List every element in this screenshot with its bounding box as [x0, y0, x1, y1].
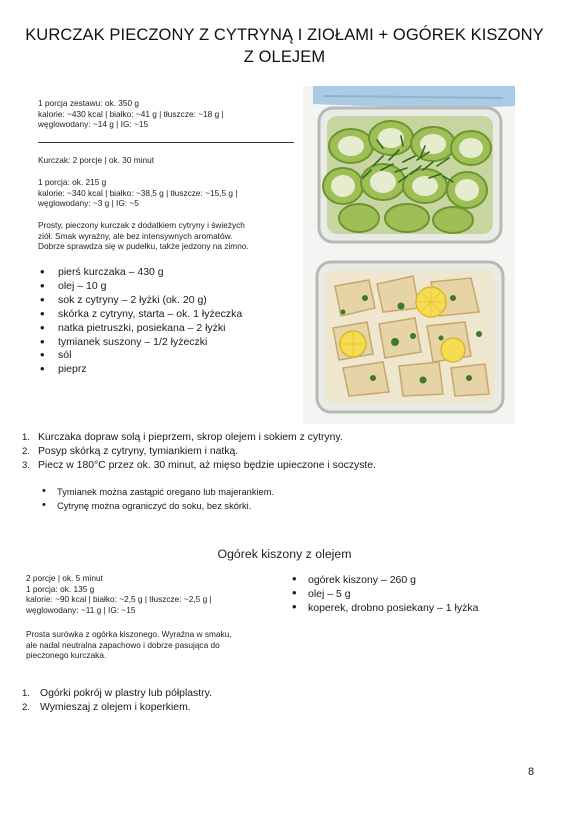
- recipe2-desc-1: Prosta surówka z ogórka kiszonego. Wyraźna w smaku,: [26, 629, 232, 639]
- page-number: 8: [528, 766, 535, 778]
- ingredient-item: • sok z cytryny – 2 łyżki (ok. 20 g): [38, 294, 298, 308]
- step-item: [22, 701, 522, 715]
- recipe1-desc-1: Prosty, pieczony kurczak z dodatkiem cytryny i świeżych: [38, 220, 245, 230]
- recipe2-portion: 1 porcja: ok. 135 g: [26, 583, 95, 594]
- ingredient-item: • natka pietruszki, posiekana – 2 łyżki: [38, 322, 298, 336]
- recipe2-meta: 2 porcje | ok. 5 minut: [26, 573, 103, 583]
- recipe1-nutrition: [38, 177, 290, 209]
- recipe1-description: [38, 220, 288, 252]
- ingredient-item: • olej – 10 g: [38, 280, 298, 294]
- ingredient-item: • pierś kurczaka – 430 g: [38, 266, 298, 280]
- tip-item: • Cytrynę można ograniczyć do soku, bez skórki.: [40, 500, 520, 514]
- step-item: [22, 459, 542, 473]
- step-item: [22, 445, 542, 459]
- recipe2-description: [26, 629, 276, 661]
- recipe2-macros-2: węglowodany: ~11 g | IG: ~15: [26, 604, 136, 615]
- meal-prep-illustration: [303, 86, 515, 424]
- recipe1-desc-3: Dobrze sprawdza się w pudełku, także jedzony na zimno.: [38, 241, 249, 252]
- recipe1-ingredients: [38, 266, 298, 377]
- recipe1-desc-2: ziół. Smak wyraźny, ale bez intensywnych aromatów.: [38, 230, 233, 241]
- ingredient-item: • ogórek kiszony – 260 g: [290, 573, 530, 587]
- set-portion: 1 porcja zestawu: ok. 350 g: [38, 98, 140, 108]
- step-number: 2.: [22, 446, 30, 458]
- ingredient-item: • sól: [38, 349, 298, 363]
- recipe2-title: Ogórek kiszony z olejem: [217, 547, 352, 561]
- recipe2-steps: [22, 687, 522, 716]
- tip-item: • Tymianek można zastąpić oregano lub majerankiem.: [40, 486, 520, 500]
- recipe1-macros-1: kalorie: ~340 kcal | białko: ~38,5 g | tłuszcze: ~15,5 g |: [38, 187, 238, 198]
- page-title: [20, 24, 549, 68]
- step-item: [22, 687, 522, 701]
- page-title-line-1: KURCZAK PIECZONY Z CYTRYNĄ I ZIOŁAMI + OGÓREK KISZONY: [25, 26, 544, 44]
- recipe2-nutrition: [26, 573, 276, 615]
- ingredient-item: • skórka z cytryny, starta – ok. 1 łyżeczka: [38, 308, 298, 322]
- step-item: [22, 431, 542, 445]
- step-text: Kurczaka dopraw solą i pieprzem, skrop olejem i sokiem z cytryny.: [38, 432, 343, 443]
- page-title-line-2: Z OLEJEM: [243, 48, 326, 66]
- step-text: Posyp skórką z cytryny, tymiankiem i natką.: [38, 446, 239, 458]
- set-macros-1: kalorie: ~430 kcal | białko: ~41 g | tłuszcze: ~18 g |: [38, 108, 224, 119]
- step-number: 1.: [22, 432, 30, 443]
- recipe2-macros-1: kalorie: ~90 kcal | białko: ~2,5 g | tłuszcze: ~2,5 g |: [26, 594, 212, 605]
- ingredient-item: • tymianek suszony – 1/2 łyżeczki: [38, 336, 298, 350]
- recipe1-macros-2: węglowodany: ~3 g | IG: ~5: [38, 198, 139, 209]
- recipe1-portion: 1 porcja: ok. 215 g: [38, 177, 107, 187]
- recipe1-tips: [40, 486, 520, 513]
- step-text: Ogórki pokrój w plastry lub półplastry.: [40, 688, 212, 699]
- recipe1-steps: [22, 431, 542, 474]
- step-text: Wymieszaj z olejem i koperkiem.: [40, 702, 191, 714]
- step-number: 3.: [22, 460, 30, 472]
- set-macros-2: węglowodany: ~14 g | IG: ~15: [38, 119, 149, 130]
- ingredient-item: • koperek, drobno posiekany – 1 łyżka: [290, 601, 530, 615]
- ingredient-item: • pieprz: [38, 363, 298, 377]
- recipe2-desc-3: pieczonego kurczaka.: [26, 650, 107, 661]
- ingredient-item: • olej – 5 g: [290, 587, 530, 601]
- recipe1-meta: Kurczak: 2 porcje | ok. 30 minut: [38, 155, 155, 165]
- step-text: Piecz w 180°C przez ok. 30 minut, aż mięso będzie upieczone i soczyste.: [38, 460, 376, 472]
- set-summary: [38, 98, 294, 130]
- recipe2-desc-2: ale nadal neutralna zapachowo i dobrze pasująca do: [26, 639, 220, 650]
- summary-divider: [38, 142, 294, 143]
- step-number: 1.: [22, 688, 30, 699]
- step-number: 2.: [22, 702, 30, 714]
- meal-prep-photo: [303, 86, 515, 424]
- recipe2-ingredients: [290, 573, 530, 615]
